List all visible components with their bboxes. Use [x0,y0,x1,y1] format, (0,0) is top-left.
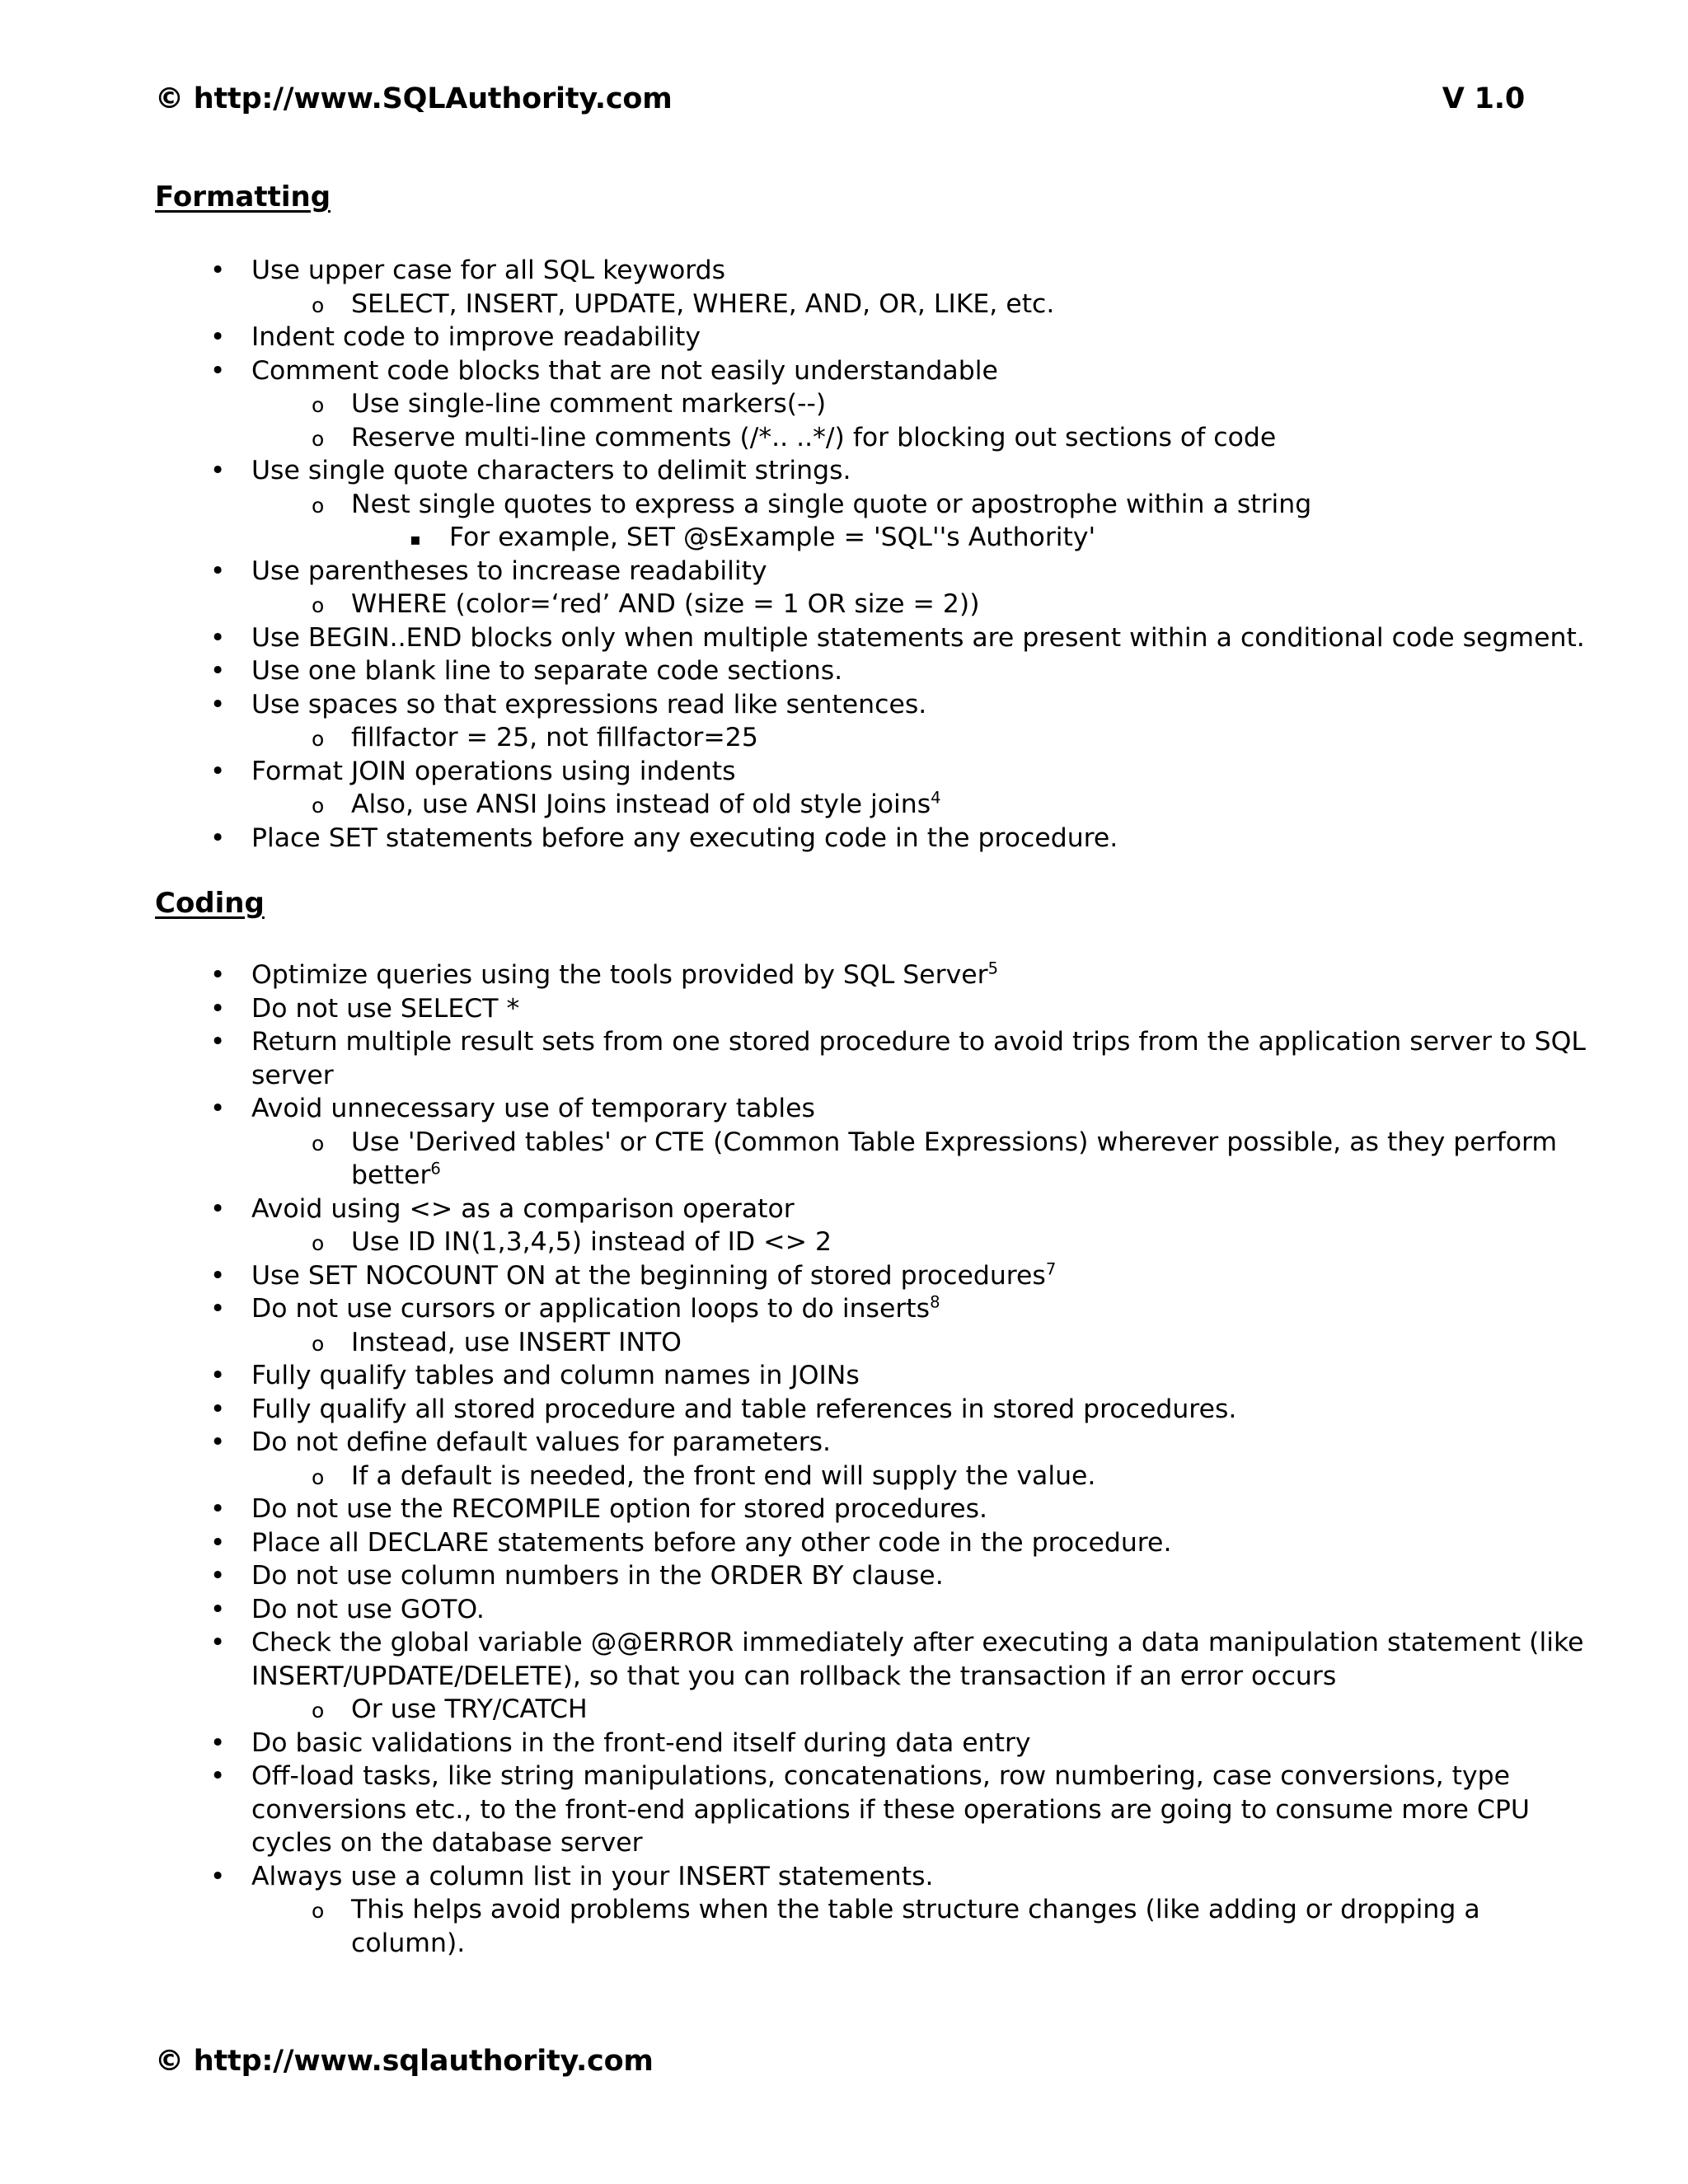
bullet-marker-level1-icon: • [210,322,226,352]
list-item [210,1593,1599,1627]
list-item [312,288,1599,321]
list-item [210,1727,1599,1760]
list-item-text: For example, SET @sExample = 'SQL''s Authority' [449,523,1096,552]
bullet-marker-level2-icon: o [312,1331,325,1356]
document-body [155,180,1599,1960]
bullet-marker-level1-icon: • [210,1193,226,1224]
bullet-marker-level1-icon: • [210,1361,226,1390]
bullet-marker-level2-icon: o [312,1899,325,1923]
list-item-text: Use SET NOCOUNT ON at the beginning of stored procedures$^7$ [251,1259,1057,1291]
list-item-text: Avoid unnecessary use of temporary tables [251,1094,815,1123]
list-item-text: Use single-line comment markers(--) [351,389,827,419]
list-item [410,521,1599,555]
list-item [312,1893,1599,1960]
list-item-text: Do not use cursors or application loops to do inserts$^8$ [251,1292,940,1324]
bullet-marker-level1-icon: • [210,689,226,719]
list-item [312,721,1599,755]
list-item-text: Use spaces so that expressions read like sentences. [251,689,927,719]
bullet-marker-level1-icon: • [210,1861,226,1891]
list-item-text: Fully qualify all stored procedure and table references in stored procedures. [251,1394,1237,1424]
list-item [210,1760,1599,1860]
bullet-marker-level1-icon: • [210,1594,226,1624]
list-item [312,1126,1599,1193]
list-item-text: Return multiple result sets from one stored procedure to avoid trips from the application server to SQL server [251,1027,1586,1090]
list-item-text: Do not use the RECOMPILE option for stored procedures. [251,1494,987,1524]
list-item-text: Or use TRY/CATCH [351,1694,588,1724]
list-item [210,354,1599,388]
list-item-text: WHERE (color=‘red’ AND (size = 1 OR size = 2)) [351,589,980,619]
bullet-marker-level2-icon: o [312,1231,325,1255]
list-item [312,788,1599,822]
list-item [210,958,1599,992]
list-item-text: Also, use ANSI Joins instead of old style joins$^4$ [351,788,941,819]
list-item [210,254,1599,288]
list-item [210,822,1599,855]
bullet-marker-level1-icon: • [210,756,226,786]
bullet-marker-level1-icon: • [210,993,226,1024]
list-item [210,321,1599,354]
list-item [210,1359,1599,1393]
footnote-reference: 7 [1045,1259,1057,1278]
spacer [155,855,1599,889]
bullet-marker-level1-icon: • [210,656,226,686]
list-item [210,1393,1599,1427]
bullet-marker-level2-icon: o [312,794,325,818]
list-item [312,488,1599,522]
list-item [210,654,1599,688]
list-item-text: fillfactor = 25, not fillfactor=25 [351,723,758,752]
list-item [312,387,1599,421]
list-item [210,1526,1599,1560]
list-item-text: Use upper case for all SQL keywords [251,255,726,285]
bullet-marker-level1-icon: • [210,1427,226,1457]
list-item [210,755,1599,789]
list-item [312,1460,1599,1493]
list-item [312,588,1599,621]
footnote-reference: 5 [987,958,999,978]
bullet-marker-level1-icon: • [210,1294,226,1324]
section-heading-coding: Coding [155,887,265,920]
spacer [155,211,1599,254]
bullet-marker-level2-icon: o [312,393,325,417]
bullet-marker-level1-icon: • [210,1260,226,1291]
list-item-text: Indent code to improve readability [251,322,701,352]
list-item [210,1860,1599,1894]
list-item-text: Format JOIN operations using indents [251,756,736,786]
list-item [210,1426,1599,1460]
list-item-text: If a default is needed, the front end will supply the value. [351,1460,1096,1491]
list-item-text: Nest single quotes to express a single quote or apostrophe within a string [351,489,1312,519]
bullet-marker-level2-icon: o [312,293,325,317]
list-item-text: Place SET statements before any executing code in the procedure. [251,823,1118,853]
list-item [210,1626,1599,1693]
list-item-text: Use 'Derived tables' or CTE (Common Table Expressions) wherever possible, as they perform better$^6$ [351,1127,1558,1190]
bullet-marker-level1-icon: • [210,823,226,853]
list-item-text: Fully qualify tables and column names in JOINs [251,1361,860,1390]
list-item [312,421,1599,455]
list-item-text: This helps avoid problems when the table structure changes (like adding or dropping a column). [351,1895,1480,1958]
list-item-text: SELECT, INSERT, UPDATE, WHERE, AND, OR, LIKE, etc. [351,288,1055,319]
bullet-marker-level1-icon: • [210,355,226,386]
list-item [210,1493,1599,1526]
bullet-marker-level1-icon: • [210,1727,226,1758]
list-item-text: Do not use GOTO. [251,1594,485,1624]
list-item-text: Instead, use INSERT INTO [351,1327,682,1357]
coding-list [155,958,1599,1960]
footer-copyright-url: © http://www.sqlauthority.com [155,2045,654,2078]
list-item [210,1259,1599,1293]
list-item-text: Always use a column list in your INSERT statements. [251,1861,934,1891]
list-item-text: Comment code blocks that are not easily understandable [251,355,998,386]
list-item [210,1025,1599,1092]
bullet-marker-level1-icon: • [210,1628,226,1657]
bullet-marker-level1-icon: • [210,1761,226,1791]
bullet-marker-level2-icon: o [312,1699,325,1722]
header-copyright-url: © http://www.SQLAuthority.com [155,82,673,115]
bullet-marker-level2-icon: o [312,1465,325,1489]
bullet-marker-level2-icon: o [312,493,325,518]
list-item-text: Use single quote characters to delimit strings. [251,456,851,485]
list-item-text: Use BEGIN..END blocks only when multiple statements are present within a conditional code segment. [251,622,1585,653]
bullet-marker-level1-icon: • [210,555,226,586]
list-item [210,621,1599,655]
list-item [312,1226,1599,1259]
bullet-marker-level1-icon: • [210,1027,226,1057]
list-item-text: Place all DECLARE statements before any other code in the procedure. [251,1527,1172,1558]
list-item [210,1559,1599,1593]
list-item-text: Do basic validations in the front-end itself during data entry [251,1727,1031,1758]
list-item-text: Check the global variable @@ERROR immediately after executing a data manipulation statement (like INSERT/UPDATE/DELETE), so that you can rollback the transaction if an error occurs [251,1628,1584,1691]
bullet-marker-level2-icon: o [312,1131,325,1155]
list-item-text: Do not use column numbers in the ORDER BY clause. [251,1561,944,1591]
list-item [210,555,1599,588]
list-item-text: Use one blank line to separate code sections. [251,656,843,686]
list-item [210,454,1599,488]
list-item-text: Do not use SELECT * [251,993,520,1024]
list-item-text: Use ID IN(1,3,4,5) instead of ID <> 2 [351,1227,832,1257]
bullet-marker-level2-icon: o [312,426,325,451]
list-item-text: Reserve multi-line comments (/*.. ..*/) for blocking out sections of code [351,422,1277,452]
footnote-reference: 8 [930,1292,940,1312]
list-item [210,688,1599,722]
bullet-marker-level1-icon: • [210,456,226,485]
footnote-reference: 4 [931,788,941,808]
list-item-text: Do not define default values for parameters. [251,1427,832,1457]
page-header [155,82,1564,115]
formatting-list [155,254,1599,855]
bullet-marker-level3-icon: ▪ [410,529,421,549]
bullet-marker-level2-icon: o [312,593,325,617]
bullet-marker-level2-icon: o [312,727,325,751]
bullet-marker-level1-icon: • [210,255,226,285]
bullet-marker-level1-icon: • [210,1494,226,1524]
list-item [312,1326,1599,1360]
list-item [210,1193,1599,1226]
list-item [210,1092,1599,1126]
bullet-marker-level1-icon: • [210,1094,226,1123]
list-item-text: Use parentheses to increase readability [251,555,767,586]
header-version: V 1.0 [1442,82,1525,115]
bullet-marker-level1-icon: • [210,960,226,990]
list-item-text: Avoid using <> as a comparison operator [251,1193,795,1224]
list-item-text: Off-load tasks, like string manipulations, concatenations, row numbering, case conversions, type conversions etc., to the front-end applications if these operations are going to consume more CPU cycles on the database server [251,1761,1530,1858]
list-item-text: Optimize queries using the tools provided by SQL Server$^5$ [251,958,999,990]
bullet-marker-level1-icon: • [210,1527,226,1558]
bullet-marker-level1-icon: • [210,1394,226,1424]
spacer [155,917,1599,958]
list-item [210,1292,1599,1326]
list-item [312,1693,1599,1727]
bullet-marker-level1-icon: • [210,1561,226,1591]
bullet-marker-level1-icon: • [210,622,226,653]
section-heading-formatting: Formatting [155,180,331,213]
list-item [210,992,1599,1026]
footnote-reference: 6 [430,1159,441,1179]
